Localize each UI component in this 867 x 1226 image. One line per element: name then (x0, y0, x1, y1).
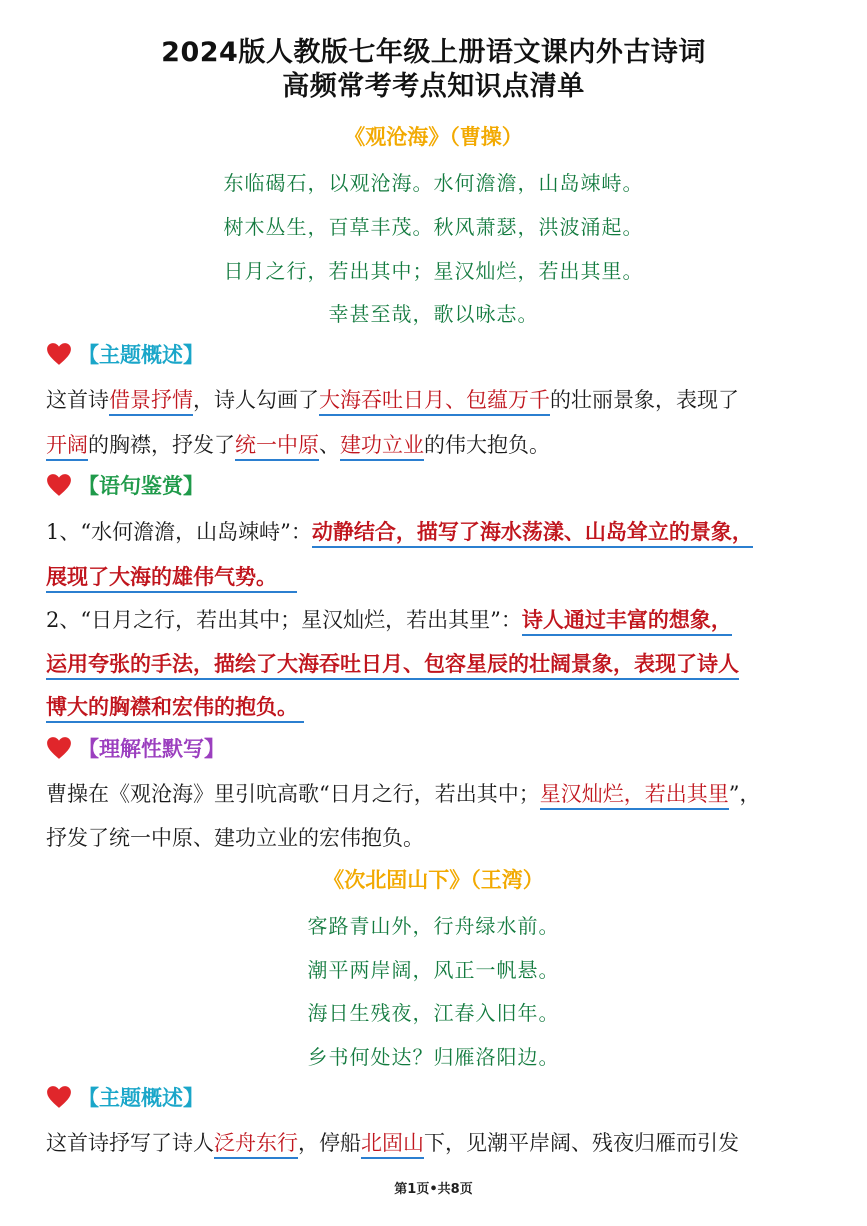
appreciation-item2-line3 (46, 691, 304, 721)
heart-icon (46, 1085, 72, 1109)
highlight: 动静结合，描写了海水荡漾、山岛耸立的景象， (312, 519, 753, 548)
section-label: 【主题概述】 (78, 342, 204, 367)
poem1-line: 日月之行，若出其中；星汉灿烂，若出其里。 (223, 259, 644, 283)
text: 2、“日月之行，若出其中；星汉灿烂，若出其里”： (46, 608, 522, 632)
document-title-line1: 2024版人教版七年级上册语文课内外古诗词 (161, 37, 706, 68)
poem2-theme-heading (46, 1082, 204, 1112)
document-title-line2: 高频常考考点知识点清单 (282, 71, 585, 102)
poem1-theme-heading (46, 339, 204, 369)
heart-icon (46, 736, 72, 760)
poem2-line: 潮平两岸阔，风正一帆悬。 (307, 958, 560, 982)
page-footer: 第1页•共8页 (394, 1182, 473, 1197)
appreciation-item2-line2 (46, 648, 739, 678)
appreciation-item1-line2 (46, 561, 297, 591)
appreciation-item2-line1 (46, 604, 732, 634)
highlight: 运用夸张的手法，描绘了大海吞吐日月、包容星辰的壮阔景象，表现了诗人 (46, 651, 739, 680)
text: 这首诗抒写了诗人 (46, 1131, 214, 1155)
highlight: 借景抒情 (109, 388, 193, 416)
poem1-theme-text-line2 (46, 429, 550, 459)
highlight: 开阔 (46, 433, 88, 461)
text: 的伟大抱负。 (424, 433, 550, 457)
poem1-line: 东临碣石，以观沧海。水何澹澹，山岛竦峙。 (223, 171, 644, 195)
poem1-title: 《观沧海》（曹操） (344, 124, 523, 149)
poem2-theme-text-line1 (46, 1127, 739, 1157)
text: 这首诗 (46, 388, 109, 412)
highlight: 大海吞吐日月、包蕴万千 (319, 388, 550, 416)
highlight: 展现了大海的雄伟气势。 (46, 564, 297, 593)
section-label: 【语句鉴赏】 (78, 473, 204, 498)
highlight: 博大的胸襟和宏伟的抱负。 (46, 694, 304, 723)
text: 的胸襟，抒发了 (88, 433, 235, 457)
text: ，停船 (298, 1131, 361, 1155)
poem1-line: 树木丛生，百草丰茂。秋风萧瑟，洪波涌起。 (223, 215, 644, 239)
poem1-theme-text-line1 (46, 384, 739, 414)
text: ”， (728, 782, 761, 806)
text: 、 (319, 433, 340, 457)
poem1-dictation-line1 (46, 778, 760, 808)
poem2-line: 海日生残夜，江春入旧年。 (307, 1001, 560, 1025)
section-label: 【理解性默写】 (78, 736, 225, 761)
appreciation-item1-line1 (46, 516, 753, 546)
text: 下，见潮平岸阔、残夜归雁而引发 (424, 1131, 739, 1155)
heart-icon (46, 342, 72, 366)
highlight: 建功立业 (340, 433, 424, 461)
poem2-line: 乡书何处达？归雁洛阳边。 (307, 1045, 560, 1069)
text: 的壮丽景象，表现了 (550, 388, 739, 412)
text: ，诗人勾画了 (193, 388, 319, 412)
highlight: 诗人通过丰富的想象， (522, 607, 732, 636)
highlight: 泛舟东行 (214, 1131, 298, 1159)
poem1-line: 幸甚至哉，歌以咏志。 (328, 302, 539, 326)
poem1-dictation-line2: 抒发了统一中原、建功立业的宏伟抱负。 (46, 826, 424, 850)
poem2-title: 《次北固山下》（王湾） (323, 867, 544, 892)
section-label: 【主题概述】 (78, 1085, 204, 1110)
text: 曹操在《观沧海》里引吭高歌“日月之行，若出其中； (46, 782, 540, 806)
text: 1、“水何澹澹，山岛竦峙”： (46, 520, 312, 544)
poem1-appreciation-heading (46, 470, 204, 500)
highlight: 北固山 (361, 1131, 424, 1159)
poem1-dictation-heading (46, 733, 225, 763)
highlight: 星汉灿烂，若出其里 (540, 782, 729, 810)
heart-icon (46, 473, 72, 497)
poem2-line: 客路青山外，行舟绿水前。 (307, 914, 560, 938)
highlight: 统一中原 (235, 433, 319, 461)
